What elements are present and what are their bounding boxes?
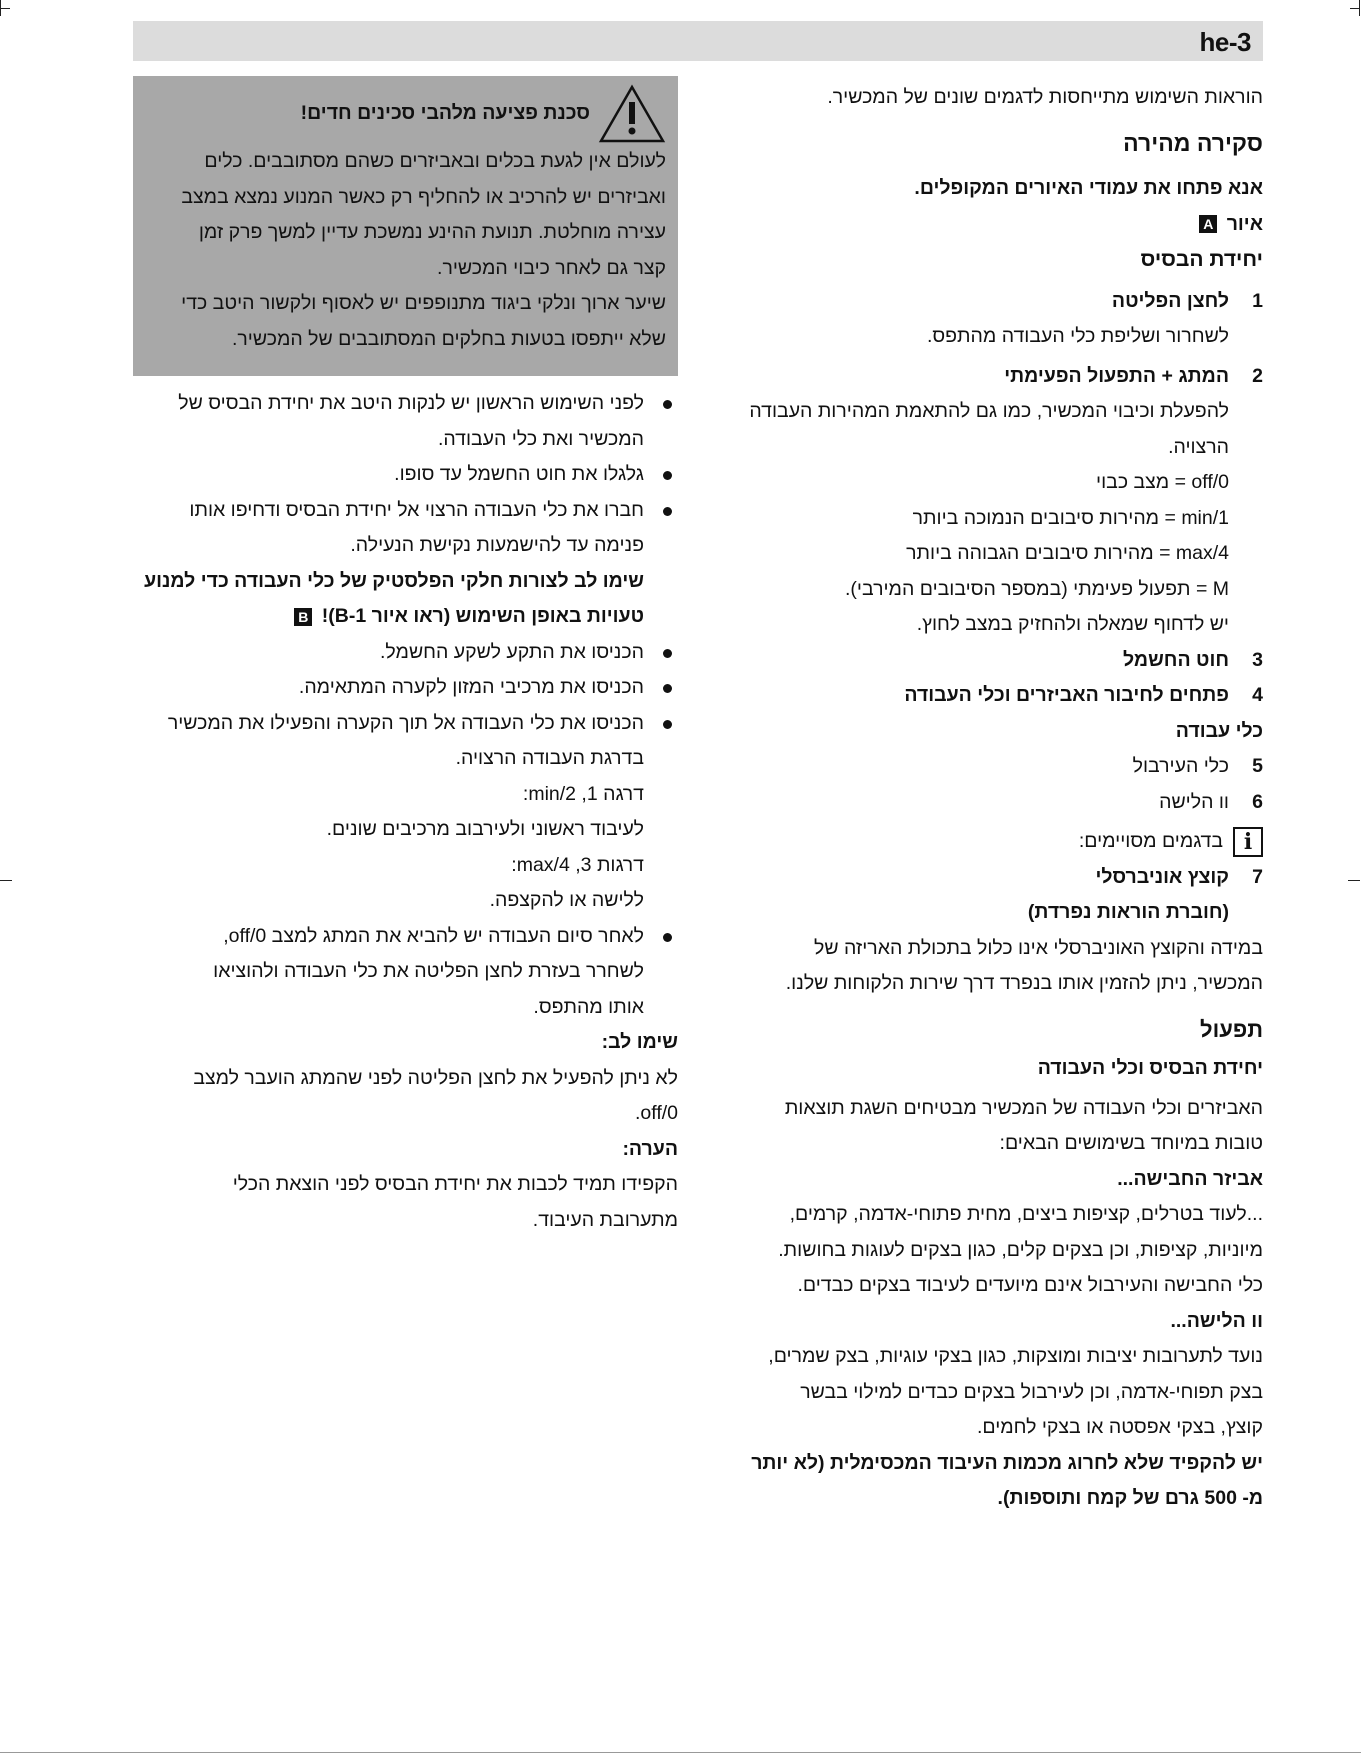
accessories-intro: האביזרים וכלי העבודה של המכשיר מבטיחים השגת תוצאות [784,1096,1263,1119]
crop-mark [0,1752,1361,1753]
left-column [133,76,678,1238]
operation-title: תפעול [1200,1016,1263,1042]
list-item: הכניסו את מרכיבי המזון לקערה המתאימה. [133,670,678,706]
figure-a-badge: A [1199,215,1217,233]
mixer-body: מיוניות, קציפות, וכן בצקים קלים, כגון בצקים לעוגות בחושות. [778,1238,1263,1261]
separate-booklet-note: (חוברת הוראות נפרדת) [1027,901,1229,923]
note-title: הערה: [622,1137,678,1160]
switch-option: M = תפעול פעימתי (במספר הסיבובים המירבי). [845,577,1229,600]
list-item: חברו את כלי העבודה הרצוי אל יחידת הבסיס ודחיפו אותו פנימה עד להישמעות נקישת הנעילה. [133,493,678,564]
page-header [133,21,1263,61]
hook-body: קוצץ, בצקי אפסטה או בצקי לחמים. [976,1416,1263,1438]
figure-b-badge: B [294,608,312,626]
accessories-intro: טובות במיוחד בשימושים הבאים: [999,1132,1263,1154]
hook-title: וו הלישה... [1170,1309,1263,1332]
info-note: iבדגמים מסויימים: [700,824,1263,860]
item-7: 7קוצץ אוניברסלי [1095,865,1263,888]
attention-title: שימו לב: [601,1031,678,1053]
right-column [700,80,1263,1517]
hook-body: בצק תפוחי-אדמה, וכן לעירבול בצקים כבדים למילוי בבשר [800,1380,1263,1403]
warning-text: לעולם אין לגעת בכלים ובאביזרים כשהם מסתובבים. כלים [204,150,666,172]
switch-option: יש לדחוף שמאלה ולהחזיק במצב לחוץ. [916,613,1229,635]
list-item: הכניסו את כלי העבודה אל תוך הקערה והפעילו את המכשיר בדרגת העבודה הרצויה. [133,706,678,777]
item-1: 1לחצן הפליטה [1111,289,1263,312]
warning-text: עצירה מוחלטת. תנועת ההינע נמשכת עדיין למשך פרק זמן [198,221,666,243]
item-2-desc: הרצויה. [1168,435,1229,458]
universal-note: במידה והקוצץ האוניברסלי אינו כלול בתכולת האריזה של [813,936,1263,959]
warning-text: ואביזרים יש להרכיב או להחליף רק כאשר המנוע נמצא במצב [181,185,666,208]
list-item: לאחר סיום העבודה יש להביא את המתג למצב off/0, לשחרר בעזרת לחצן הפליטה את כלי העבודה ולהוציאו אותו מהתפס. [133,919,678,1026]
warning-box [133,76,678,376]
limit-note: יש להקפיד שלא לחרוג מכמות העיבוד המכסימלית (לא יותר [751,1451,1263,1474]
page-number: he-3 [1199,27,1251,57]
switch-option: min/1 = מהירות סיבובים הנמוכה ביותר [912,506,1229,529]
shape-warning-line-2: טעויות באופן השימוש (ראו איור 1-B)! B [133,599,644,635]
list-item: גלגלו את חוט החשמל עד סופו. [133,457,678,493]
item-1-desc: לשחרור ושליפת כלי העבודה מהתפס. [926,325,1229,347]
unit-title: יחידת הבסיס [1140,248,1263,271]
figure-label: איור [1226,212,1263,235]
item-5: 5כלי העירבול [1132,755,1263,777]
shape-warning: שימו לב לצורות חלקי הפלסטיק של כלי העבודה כדי למנוע טעויות באופן השימוש (ראו איור 1-B)! B [133,564,678,635]
attention-body: off/0. [634,1102,678,1124]
mixer-title: אביזר החבישה... [1117,1167,1263,1190]
warning-title: סכנת פציעה מלהבי סכינים חדים! [143,84,666,144]
item-6: 6וו הלישה [1159,790,1263,813]
crop-mark [1348,880,1360,881]
mixer-body: ...לעוד בטרלים, קציפות ביצים, מחית פתוחי-אדמה, קרמים, [789,1203,1263,1225]
warning-triangle-icon [598,84,666,144]
warning-text: קצר גם לאחר כיבוי המכשיר. [437,256,666,279]
list-item: לפני השימוש הראשון יש לנקות היטב את יחידת הבסיס של המכשיר ואת כלי העבודה. [133,386,678,457]
note-body: הקפידו תמיד לכבות את יחידת הבסיס לפני הוצאת הכלי [232,1173,678,1195]
section-title: סקירה מהירה [1123,129,1263,156]
attention-body: לא ניתן להפעיל את לחצן הפליטה לפני שהמתג הועבר למצב [193,1066,678,1089]
switch-option: off/0 = מצב כבוי [1096,471,1229,493]
crop-mark [0,880,12,881]
limit-note: מ- 500 גרם של קמח ותוספות). [997,1487,1263,1509]
open-figures-note: אנא פתחו את עמודי האיורים המקופלים. [914,177,1263,199]
tools-heading: כלי עבודה [1175,719,1263,742]
hook-body: נועד לתערובות יציבות ומוצקות, כגון בצקי עוגיות, בצק שמרים, [768,1345,1263,1367]
item-4: 4פתחים לחיבור האביזרים וכלי העבודה [904,684,1263,706]
warning-text: שיער ארוך ונלקי ביגוד מתנופפים יש לאסוף ולקשור היטב כדי [181,292,666,314]
switch-option: max/4 = מהירות סיבובים הגבוהה ביותר [906,542,1229,564]
warning-text: שלא ייתפסו בטעות בחלקים המסתובבים של המכשיר. [231,327,666,350]
crop-mark [0,8,10,9]
list-item: הכניסו את התקע לשקע החשמל. [133,635,678,671]
item-3: 3חוט החשמל [1122,648,1263,671]
universal-note: המכשיר, ניתן להזמין אותו בנפרד דרך שירות הלקוחות שלנו. [785,972,1263,994]
speed-levels: דרגה 1, min/2: לעיבוד ראשוני ולעירבוב מרכיבים שונים. דרגות 3, max/4: ללישה או להקצפה. [326,782,644,911]
crop-mark [1350,8,1360,9]
note-body: מתערובת העיבוד. [532,1208,678,1231]
info-icon: i [1233,827,1263,857]
operation-subtitle: יחידת הבסיס וכלי העבודה [1037,1057,1263,1079]
item-2: 2המתג + התפעול הפעימתי [1004,364,1263,387]
mixer-body: כלי החבישה והעירבול אינם מיועדים לעיבוד בצקים כבדים. [797,1274,1263,1296]
intro-text: הוראות השימוש מתייחסות לדגמים שונים של המכשיר. [827,86,1263,108]
figure-reference [700,207,1263,243]
item-2-desc: להפעלת וכיבוי המכשיר, כמו גם להתאמת המהירות העבודה [749,400,1229,422]
